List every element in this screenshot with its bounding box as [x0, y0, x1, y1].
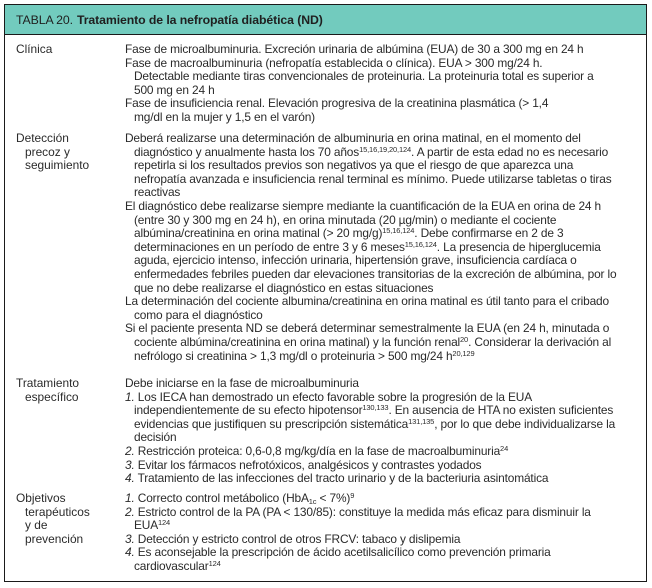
reference: 24: [500, 443, 509, 453]
list-item: 4. Tratamiento de las infecciones del tracto urinario y de la bacteriuria asintomática: [125, 471, 549, 486]
list-item: Si el paciente presenta ND se deberá determinar semestralmente la EUA (en 24 h, minutada o cociente albúmina/creatinina en orina matinal) y la función renal$^{20}$. Considerar la derivación al nefrólogo si creatinina > 1,3 mg/dl o proteinuria > 500 mg/24 $h^{20,129}$: [125, 321, 612, 363]
list-item: 4. Es aconsejable la prescripción de ácido acetilsalicílico como prevención primaria cardiovascular$^{124}$: [125, 545, 551, 573]
list-item: Fase de macroalbuminuria (nefropatía establecida o clínica). EUA > 300 mg/24 h. Detectable mediante tiras convencionales de proteinuria. La proteinuria total es superior a 500 mg en 24 h: [125, 55, 594, 97]
list-item: 3. Evitar los fármacos nefrotóxicos, analgésicos y contrastes yodados: [125, 457, 482, 472]
table-header: [5, 5, 646, 35]
list-item: El diagnóstico debe realizarse siempre mediante la cuantificación de la EUA en orina de 24 h (entre 30 y 300 mg en 24 h), en orina minutada (20 µg/min) o mediante el cociente albúmina/creatinina en orina matinal (> 20 mg/g)$^{15,16,124}$. Debe confirmarse en 2 de 3 determinaciones en un período de entre 3 y 6 meses$^{15,16,124}$. La presencia de hiperglucemia aguda, ejercicio intenso, infección urinaria, hipertensión grave, insuficiencia cardíaca o enfermedades febriles pueden dar elevaciones transitorias de la excreción de albúmina, por lo que no debe realizarse el diagnóstico en estas situaciones: [125, 198, 617, 295]
reference: 20,129: [452, 348, 475, 358]
reference: 20: [460, 334, 469, 344]
reference: 130,133: [362, 403, 389, 413]
row-content: [125, 492, 634, 574]
list-item: 2. Estricto control de la PA (PA < 130/85): constituye la medida más eficaz para disminuir la EUA$^{124}$: [125, 504, 591, 533]
table-number: TABLA 20.: [16, 12, 73, 27]
list-item: 1. Correcto control metábolico (HbA$_{1c}$ < 7%)$^9$: [125, 491, 355, 506]
list-item: Deberá realizarse una determinación de albuminuria en orina matinal, en el momento del diagnóstico y anualmente hasta los 70 años$^{15,16,19,20,124}$. A partir de esta edad no es necesario repetirla si los resultados previos son negativos ya que el riesgo de que aparezca una nefropatía avanzada e insuficiencia renal terminal es mínimo. Puede utilizarse tabletas o tiras reactivas: [125, 131, 612, 200]
list-item: 2. Restricción proteica: 0,6-0,8 mg/kg/día en la fase de macroalbuminuria$^{24}$: [125, 443, 509, 458]
list-item: Fase de insuficiencia renal. Elevación progresiva de la creatinina plasmática (> 1,4 mg/dl en la mujer y 1,5 en el varón): [125, 96, 549, 124]
list-item: Debe iniciarse en la fase de microalbuminuria: [125, 376, 359, 390]
table-title: Tratamiento de la nefropatía diabética (ND): [76, 12, 323, 27]
reference: 15,16,19,20,124: [359, 144, 412, 154]
row-content: [125, 43, 634, 125]
list-item: 1. Los IECA han demostrado un efecto favorable sobre la progresión de la EUA independientemente de su efecto hipotensor$^{130,133}$. En ausencia de HTA no existen suficientes evidencias que justifiquen su prescripción sistemática$^{131,135}$, por lo que debe individualizarse la decisión: [125, 389, 616, 445]
reference: 15,16,124: [382, 226, 415, 236]
reference: 9: [350, 491, 355, 500]
reference: 15,16,124: [404, 239, 437, 249]
row-label: Tratamiento específico: [16, 376, 80, 404]
row-content: [125, 132, 634, 363]
list-item: La determinación del cociente albumina/creatinina en orina matinal es útil tanto para el cribado como para el diagnóstico: [125, 294, 609, 322]
reference: 124: [158, 518, 171, 528]
reference: 124: [208, 558, 221, 568]
list-item: Fase de microalbuminuria. Excreción urinaria de albúmina (EUA) de 30 a 300 mg en 24 h: [125, 42, 584, 56]
row-label: Clínica: [16, 42, 53, 56]
row-content: [125, 377, 634, 486]
list-item: 3. Detección y estricto control de otros FRCV: tabaco y dislipemia: [125, 531, 461, 546]
row-label: Objetivos terapéuticos y de prevención: [16, 491, 90, 546]
row-label: Detección precoz y seguimiento: [16, 131, 90, 173]
reference: 131,135: [408, 416, 435, 426]
table: [4, 4, 647, 582]
